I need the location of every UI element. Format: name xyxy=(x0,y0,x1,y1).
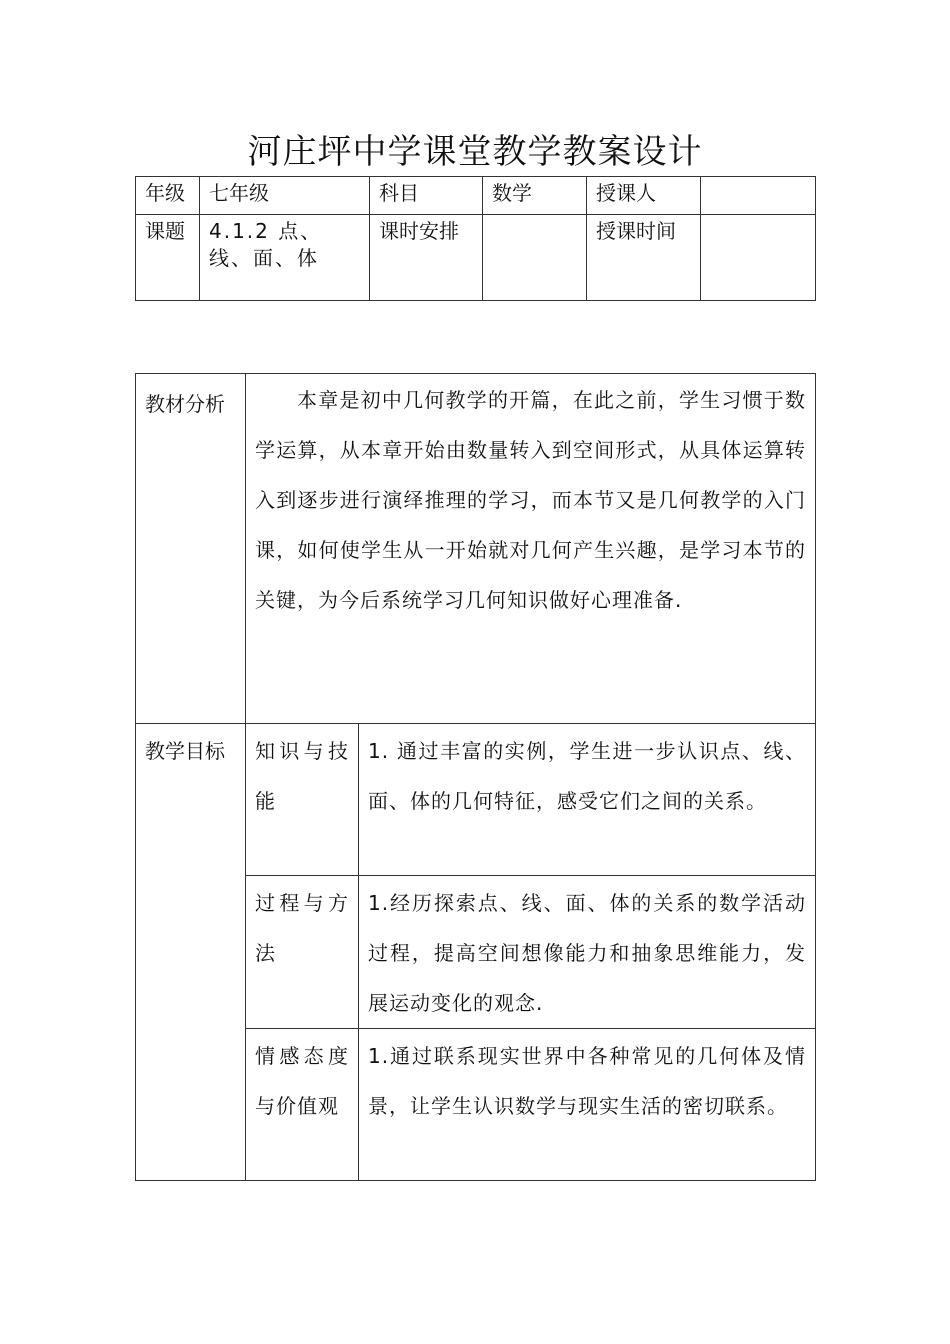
lesson-plan-table xyxy=(135,373,816,1181)
goal-row-knowledge xyxy=(136,724,816,876)
goal-text: 1.经历探索点、线、面、体的关系的数学活动过程，提高空间想像能力和抽象思维能力，发展运动变化的观念. xyxy=(359,876,816,1029)
goal-category: 过程与方法 xyxy=(246,876,359,1029)
goal-category: 情感态度与价值观 xyxy=(246,1029,359,1181)
analysis-row xyxy=(136,374,816,724)
topic-value: 4.1.2 点、线、面、体 xyxy=(200,215,370,301)
goal-text: 1.通过联系现实世界中各种常见的几何体及情景，让学生认识数学与现实生活的密切联系。 xyxy=(359,1029,816,1181)
schedule-label: 课时安排 xyxy=(370,215,483,301)
time-value xyxy=(701,215,816,301)
time-label: 授课时间 xyxy=(587,215,701,301)
grade-value: 七年级 xyxy=(200,177,370,215)
lesson-info-table xyxy=(135,176,816,301)
subject-label: 科目 xyxy=(370,177,483,215)
goal-category: 知识与技能 xyxy=(246,724,359,876)
teacher-value xyxy=(701,177,816,215)
goal-text: 1. 通过丰富的实例，学生进一步认识点、线、面、体的几何特征，感受它们之间的关系。 xyxy=(359,724,816,876)
document-title: 河庄坪中学课堂教学教案设计 xyxy=(247,132,703,172)
subject-value: 数学 xyxy=(483,177,587,215)
analysis-label: 教材分析 xyxy=(136,374,246,724)
analysis-text: 本章是初中几何教学的开篇，在此之前，学生习惯于数学运算，从本章开始由数量转入到空间形式，从具体运算转入到逐步进行演绎推理的学习，而本节又是几何教学的入门课，如何使学生从一开始就对几何产生兴趣，是学习本节的关键，为今后系统学习几何知识做好心理准备. xyxy=(246,374,816,724)
teacher-label: 授课人 xyxy=(587,177,701,215)
info-row-topic xyxy=(136,215,816,301)
info-row-grade xyxy=(136,177,816,215)
schedule-value xyxy=(483,215,587,301)
topic-label: 课题 xyxy=(136,215,200,301)
grade-label: 年级 xyxy=(136,177,200,215)
goals-label: 教学目标 xyxy=(136,724,246,1181)
